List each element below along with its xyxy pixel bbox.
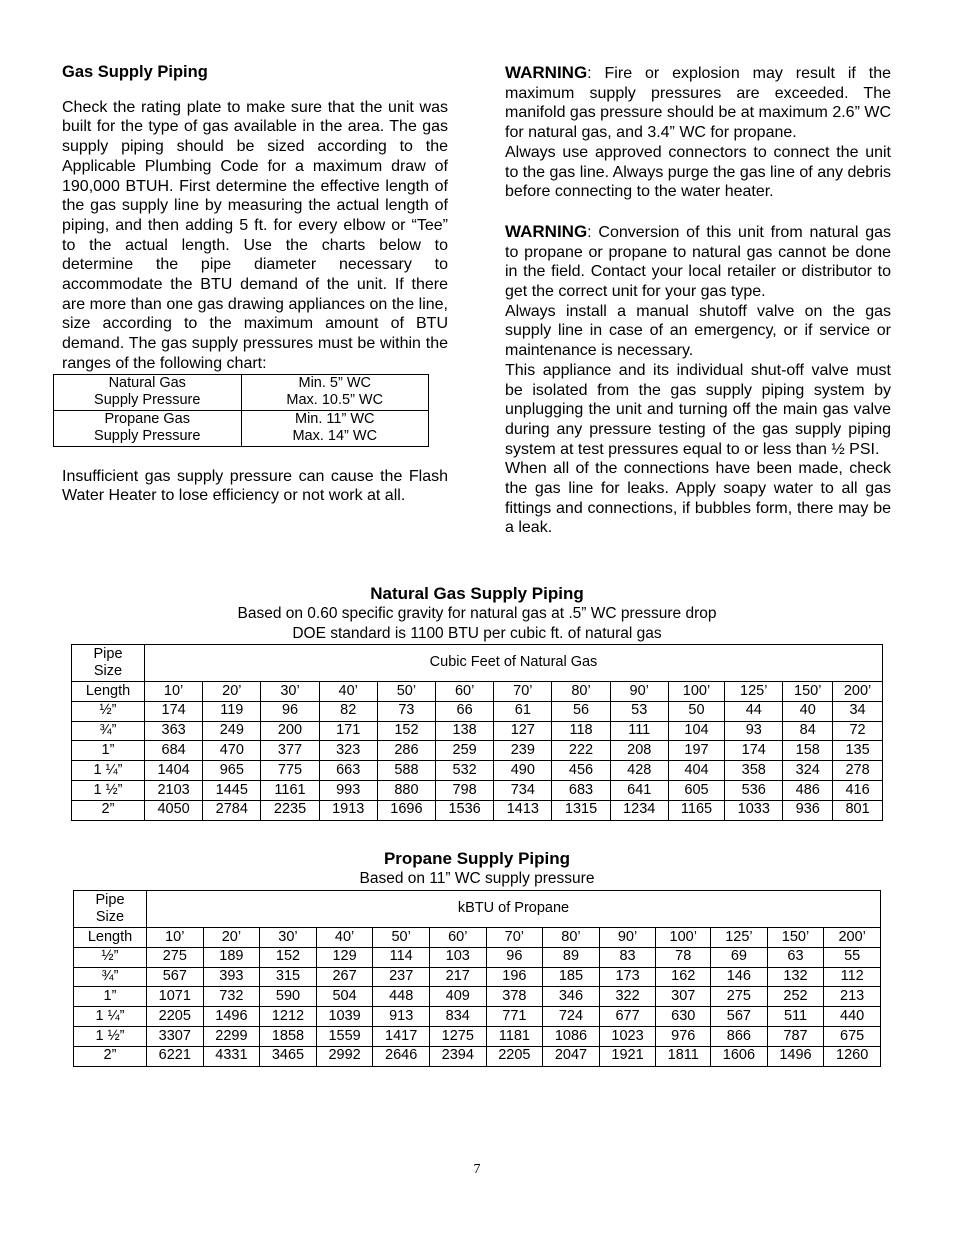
length-cell: 80’ — [543, 928, 600, 948]
table-row — [72, 701, 883, 721]
table-row — [74, 1026, 881, 1046]
value-cell: 252 — [767, 987, 824, 1007]
insufficient-pressure-paragraph: Insufficient gas supply pressure can cause the Flash Water Heater to lose efficiency or not work at all. — [62, 467, 448, 505]
gas-type-line: Supply Pressure — [94, 392, 201, 409]
value-cell: 787 — [767, 1026, 824, 1046]
value-cell: 358 — [725, 761, 783, 781]
table-row — [74, 1007, 881, 1027]
value-cell: 1404 — [145, 761, 203, 781]
value-cell: 1212 — [260, 1007, 317, 1027]
value-cell: 428 — [610, 761, 668, 781]
value-cell: 3465 — [260, 1046, 317, 1066]
value-cell: 146 — [711, 967, 768, 987]
pressure-range-line: Min. 11” WC — [295, 410, 375, 427]
value-cell: 536 — [725, 780, 783, 800]
gas-type-cell — [54, 410, 242, 446]
value-cell: 158 — [783, 741, 833, 761]
value-cell: 532 — [436, 761, 494, 781]
pipe-size-line: Size — [95, 909, 125, 925]
value-cell: 798 — [436, 780, 494, 800]
value-cell: 56 — [552, 701, 610, 721]
value-cell: 138 — [436, 721, 494, 741]
length-cell: 100’ — [668, 682, 724, 702]
value-cell: 866 — [711, 1026, 768, 1046]
value-cell: 55 — [824, 947, 881, 967]
value-cell: 4331 — [203, 1046, 260, 1066]
length-cell: 125’ — [725, 682, 783, 702]
table-row — [72, 780, 883, 800]
table-row — [74, 947, 881, 967]
value-cell: 114 — [373, 947, 430, 967]
length-cell: 20’ — [203, 928, 260, 948]
pipe-size-line: Size — [93, 663, 123, 679]
value-cell: 323 — [319, 741, 377, 761]
length-header-row — [74, 928, 881, 948]
table-row — [72, 800, 883, 820]
spacer — [505, 202, 891, 222]
table-row — [72, 741, 883, 761]
length-header-row — [72, 682, 883, 702]
pipe-size-cell: 2” — [72, 800, 145, 820]
length-cell: 90’ — [610, 682, 668, 702]
value-cell: 1811 — [656, 1046, 711, 1066]
value-cell: 89 — [543, 947, 600, 967]
value-cell: 2646 — [373, 1046, 430, 1066]
connectors-paragraph: Always use approved connectors to connect the unit to the gas line. Always purge the gas line of any debris before connecting to the water heater. — [505, 143, 892, 201]
pipe-size-line: Pipe — [93, 646, 123, 662]
value-cell: 936 — [783, 800, 833, 820]
value-cell: 377 — [261, 741, 319, 761]
natural-gas-table-subtitle: DOE standard is 1100 BTU per cubic ft. of natural gas — [292, 625, 662, 642]
value-cell: 286 — [377, 741, 435, 761]
shutoff-valve-paragraph: Always install a manual shutoff valve on the gas supply line in case of an emergency, or if service or maintenance is necessary. — [505, 302, 891, 360]
value-cell: 677 — [599, 1007, 656, 1027]
value-cell: 78 — [656, 947, 711, 967]
value-cell: 237 — [373, 967, 430, 987]
length-cell: 150’ — [767, 928, 824, 948]
value-cell: 663 — [319, 761, 377, 781]
value-cell: 641 — [610, 780, 668, 800]
value-cell: 103 — [429, 947, 486, 967]
value-cell: 50 — [668, 701, 724, 721]
value-cell: 965 — [203, 761, 261, 781]
value-cell: 2299 — [203, 1026, 260, 1046]
value-cell: 2784 — [203, 800, 261, 820]
pressure-row — [54, 374, 429, 410]
value-cell: 278 — [833, 761, 883, 781]
value-cell: 44 — [725, 701, 783, 721]
value-cell: 1858 — [260, 1026, 317, 1046]
natural-gas-table-subtitle: Based on 0.60 specific gravity for natural gas at .5” WC pressure drop — [237, 605, 717, 622]
value-cell: 724 — [543, 1007, 600, 1027]
pressure-range-line: Min. 5” WC — [298, 374, 371, 391]
value-cell: 63 — [767, 947, 824, 967]
value-cell: 96 — [261, 701, 319, 721]
length-cell: 150’ — [783, 682, 833, 702]
length-cell: 100’ — [656, 928, 711, 948]
value-cell: 267 — [316, 967, 373, 987]
value-cell: 34 — [833, 701, 883, 721]
value-cell: 1181 — [486, 1026, 543, 1046]
table-row — [74, 1046, 881, 1066]
value-cell: 66 — [436, 701, 494, 721]
value-cell: 470 — [203, 741, 261, 761]
value-cell: 2047 — [543, 1046, 600, 1066]
value-cell: 588 — [377, 761, 435, 781]
length-cell: 200’ — [833, 682, 883, 702]
gas-type-line: Supply Pressure — [94, 428, 201, 445]
length-cell: 40’ — [319, 682, 377, 702]
propane-table-subtitle: Based on 11” WC supply pressure — [359, 870, 595, 887]
value-cell: 416 — [833, 780, 883, 800]
value-cell: 132 — [767, 967, 824, 987]
value-cell: 4050 — [145, 800, 203, 820]
value-cell: 567 — [147, 967, 204, 987]
length-cell: 70’ — [486, 928, 543, 948]
value-cell: 734 — [494, 780, 552, 800]
spacer — [62, 447, 448, 467]
value-cell: 315 — [260, 967, 317, 987]
value-cell: 2205 — [147, 1007, 204, 1027]
warning-conversion-paragraph — [505, 222, 891, 302]
value-cell: 1559 — [316, 1026, 373, 1046]
pipe-size-cell: 1” — [74, 987, 147, 1007]
value-cell: 174 — [145, 701, 203, 721]
value-cell: 239 — [494, 741, 552, 761]
value-cell: 2205 — [486, 1046, 543, 1066]
value-cell: 61 — [494, 701, 552, 721]
value-cell: 275 — [147, 947, 204, 967]
value-cell: 1536 — [436, 800, 494, 820]
propane-table-title: Propane Supply Piping — [383, 849, 571, 868]
value-cell: 127 — [494, 721, 552, 741]
pipe-size-cell: 1 ½” — [74, 1026, 147, 1046]
length-cell: 60’ — [436, 682, 494, 702]
value-cell: 1023 — [599, 1026, 656, 1046]
value-cell: 173 — [599, 967, 656, 987]
length-cell: 20’ — [203, 682, 261, 702]
pipe-size-cell: 1 ¼” — [74, 1007, 147, 1027]
pipe-size-header — [72, 645, 145, 682]
pipe-size-cell: 2” — [74, 1046, 147, 1066]
value-cell: 448 — [373, 987, 430, 1007]
value-cell: 83 — [599, 947, 656, 967]
supply-pressure-table — [53, 374, 429, 447]
value-cell: 135 — [833, 741, 883, 761]
value-cell: 1315 — [552, 800, 610, 820]
value-cell: 6221 — [147, 1046, 204, 1066]
value-cell: 378 — [486, 987, 543, 1007]
value-cell: 1696 — [377, 800, 435, 820]
value-cell: 1234 — [610, 800, 668, 820]
pipe-size-cell: 1 ½” — [72, 780, 145, 800]
table-row — [74, 967, 881, 987]
value-cell: 771 — [486, 1007, 543, 1027]
value-cell: 307 — [656, 987, 711, 1007]
pipe-size-header — [74, 891, 147, 928]
value-cell: 1496 — [767, 1046, 824, 1066]
value-cell: 82 — [319, 701, 377, 721]
value-cell: 73 — [377, 701, 435, 721]
value-cell: 322 — [599, 987, 656, 1007]
propane-piping-table — [73, 890, 881, 1067]
value-cell: 217 — [429, 967, 486, 987]
gas-type-cell — [54, 374, 242, 410]
value-cell: 1496 — [203, 1007, 260, 1027]
value-cell: 1445 — [203, 780, 261, 800]
value-cell: 152 — [260, 947, 317, 967]
warning-text: : Fire or explosion may result if the maximum supply pressures are exceeded. The manifold gas pressure should be at maximum 2.6” WC for natural gas, and 3.4” WC for propane. — [505, 65, 891, 142]
units-header: kBTU of Propane — [147, 891, 881, 928]
pressure-range-line: Max. 14” WC — [292, 428, 378, 445]
table-row — [72, 761, 883, 781]
gas-type-line: Natural Gas — [108, 374, 186, 391]
value-cell: 567 — [711, 1007, 768, 1027]
value-cell: 200 — [261, 721, 319, 741]
value-cell: 363 — [145, 721, 203, 741]
value-cell: 40 — [783, 701, 833, 721]
length-cell: 70’ — [494, 682, 552, 702]
value-cell: 3307 — [147, 1026, 204, 1046]
warning-fire-paragraph — [505, 63, 891, 143]
value-cell: 1086 — [543, 1026, 600, 1046]
gas-type-line: Propane Gas — [104, 410, 190, 427]
value-cell: 118 — [552, 721, 610, 741]
length-cell: 80’ — [552, 682, 610, 702]
value-cell: 1161 — [261, 780, 319, 800]
value-cell: 630 — [656, 1007, 711, 1027]
warning-label: WARNING — [505, 63, 588, 82]
length-cell: 90’ — [599, 928, 656, 948]
value-cell: 1921 — [599, 1046, 656, 1066]
value-cell: 1413 — [494, 800, 552, 820]
value-cell: 112 — [824, 967, 881, 987]
value-cell: 185 — [543, 967, 600, 987]
value-cell: 84 — [783, 721, 833, 741]
value-cell: 490 — [494, 761, 552, 781]
value-cell: 119 — [203, 701, 261, 721]
value-cell: 174 — [725, 741, 783, 761]
value-cell: 213 — [824, 987, 881, 1007]
section-heading-gas-supply-piping: Gas Supply Piping — [62, 63, 208, 81]
value-cell: 675 — [824, 1026, 881, 1046]
length-cell: 50’ — [373, 928, 430, 948]
length-cell: 10’ — [145, 682, 203, 702]
pressure-row — [54, 410, 429, 446]
value-cell: 1071 — [147, 987, 204, 1007]
value-cell: 976 — [656, 1026, 711, 1046]
pipe-size-cell: ¾” — [74, 967, 147, 987]
pipe-size-cell: ¾” — [72, 721, 145, 741]
natural-gas-table-title: Natural Gas Supply Piping — [370, 584, 584, 603]
value-cell: 259 — [436, 741, 494, 761]
value-cell: 162 — [656, 967, 711, 987]
value-cell: 404 — [668, 761, 724, 781]
length-cell: 200’ — [824, 928, 881, 948]
length-cell: 30’ — [260, 928, 317, 948]
value-cell: 486 — [783, 780, 833, 800]
pressure-range-cell — [241, 374, 429, 410]
value-cell: 440 — [824, 1007, 881, 1027]
pipe-size-cell: 1” — [72, 741, 145, 761]
table-row — [74, 987, 881, 1007]
value-cell: 171 — [319, 721, 377, 741]
value-cell: 456 — [552, 761, 610, 781]
pipe-size-cell: ½” — [74, 947, 147, 967]
value-cell: 275 — [711, 987, 768, 1007]
value-cell: 834 — [429, 1007, 486, 1027]
value-cell: 249 — [203, 721, 261, 741]
value-cell: 197 — [668, 741, 724, 761]
value-cell: 590 — [260, 987, 317, 1007]
length-cell: 40’ — [316, 928, 373, 948]
value-cell: 993 — [319, 780, 377, 800]
length-cell: 30’ — [261, 682, 319, 702]
value-cell: 1039 — [316, 1007, 373, 1027]
value-cell: 504 — [316, 987, 373, 1007]
value-cell: 93 — [725, 721, 783, 741]
isolation-paragraph: This appliance and its individual shut-off valve must be isolated from the gas supply piping system by unplugging the unit and turning off the main gas valve during any pressure testing of the gas supply piping system at test pressures equal to or less than ½ PSI. — [505, 361, 891, 458]
value-cell: 1275 — [429, 1026, 486, 1046]
value-cell: 346 — [543, 987, 600, 1007]
value-cell: 2235 — [261, 800, 319, 820]
table-header-row — [72, 645, 883, 682]
value-cell: 605 — [668, 780, 724, 800]
value-cell: 208 — [610, 741, 668, 761]
gas-supply-paragraph: Check the rating plate to make sure that the unit was built for the type of gas available in the area. The gas supply piping should be sized according to the Applicable Plumbing Code for a maximum draw of 190,000 BTUH. First determine the effective length of the gas supply line by measuring the actual length of piping, and then adding 5 ft. for every elbow or “Tee” to the actual length. Use the charts below to determine the pipe diameter necessary to accommodate the BTU demand of the unit. If there are more than one gas drawing appliances on the line, size according to the maximum amount of BTU demand. The gas supply pressures must be within the ranges of the following chart: — [62, 98, 448, 372]
value-cell: 69 — [711, 947, 768, 967]
value-cell: 324 — [783, 761, 833, 781]
pressure-range-line: Max. 10.5” WC — [286, 392, 384, 409]
value-cell: 1417 — [373, 1026, 430, 1046]
natural-gas-piping-table — [71, 644, 883, 821]
value-cell: 129 — [316, 947, 373, 967]
value-cell: 196 — [486, 967, 543, 987]
value-cell: 732 — [203, 987, 260, 1007]
value-cell: 511 — [767, 1007, 824, 1027]
length-cell: 60’ — [429, 928, 486, 948]
value-cell: 2992 — [316, 1046, 373, 1066]
value-cell: 152 — [377, 721, 435, 741]
value-cell: 393 — [203, 967, 260, 987]
pipe-size-line: Pipe — [95, 892, 125, 908]
value-cell: 1260 — [824, 1046, 881, 1066]
value-cell: 1606 — [711, 1046, 768, 1066]
pipe-size-cell: ½” — [72, 701, 145, 721]
pipe-size-cell: 1 ¼” — [72, 761, 145, 781]
right-column — [505, 63, 891, 538]
value-cell: 684 — [145, 741, 203, 761]
left-column — [62, 63, 448, 506]
value-cell: 53 — [610, 701, 668, 721]
length-cell: 50’ — [377, 682, 435, 702]
length-cell: 125’ — [711, 928, 768, 948]
value-cell: 104 — [668, 721, 724, 741]
page-number: 7 — [473, 1162, 481, 1177]
table-row — [72, 721, 883, 741]
table-header-row — [74, 891, 881, 928]
value-cell: 683 — [552, 780, 610, 800]
value-cell: 2394 — [429, 1046, 486, 1066]
value-cell: 1165 — [668, 800, 724, 820]
length-label: Length — [72, 682, 145, 702]
value-cell: 222 — [552, 741, 610, 761]
length-label: Length — [74, 928, 147, 948]
value-cell: 409 — [429, 987, 486, 1007]
units-header: Cubic Feet of Natural Gas — [145, 645, 883, 682]
value-cell: 2103 — [145, 780, 203, 800]
value-cell: 72 — [833, 721, 883, 741]
value-cell: 111 — [610, 721, 668, 741]
warning-text: : Conversion of this unit from natural gas to propane or propane to natural gas cannot be done in the field. Contact your local retailer or distributor to get the correct unit for your gas type. — [505, 223, 891, 301]
value-cell: 880 — [377, 780, 435, 800]
value-cell: 913 — [373, 1007, 430, 1027]
value-cell: 1913 — [319, 800, 377, 820]
length-cell: 10’ — [147, 928, 204, 948]
pressure-range-cell — [241, 410, 429, 446]
leak-check-paragraph: When all of the connections have been made, check the gas line for leaks. Apply soapy water to all gas fittings and connections, if bubbles form, there may be a leak. — [505, 460, 891, 537]
value-cell: 775 — [261, 761, 319, 781]
value-cell: 96 — [486, 947, 543, 967]
warning-label: WARNING — [505, 221, 588, 241]
value-cell: 801 — [833, 800, 883, 820]
value-cell: 1033 — [725, 800, 783, 820]
value-cell: 189 — [203, 947, 260, 967]
